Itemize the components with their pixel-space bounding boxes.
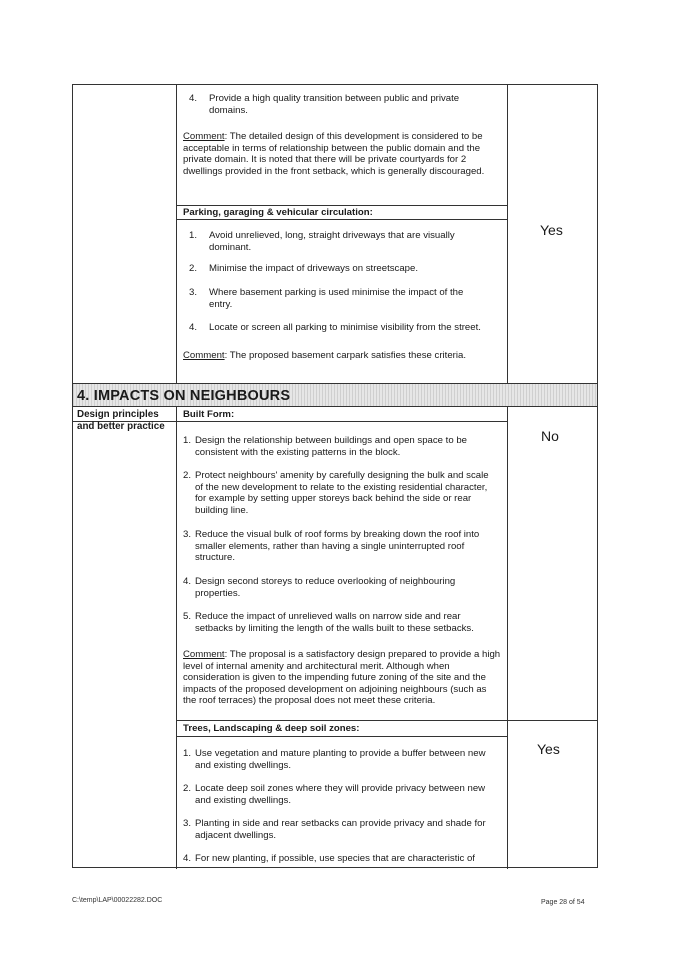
item-number: 4. [183,853,192,864]
parking-heading: Parking, garaging & vehicular circulation: [183,207,373,218]
item-text: Reduce the visual bulk of roof forms by breaking down the roof into smaller elements, rather than having a single uninterrupted roof structure. [195,529,480,563]
item-number: 2. [183,470,192,481]
parking-item-2 [189,263,489,275]
item-number: 1. [189,230,198,241]
item-text: Design second storeys to reduce overlooking of neighbouring properties. [195,576,456,599]
item-text: For new planting, if possible, use species that are characteristic of [195,853,475,864]
item-number: 3. [183,529,192,540]
item-number: 1. [183,748,192,759]
design-principles-label: Design principles and better practice [77,409,165,432]
item-text: Design the relationship between buildings and open space to be consistent with the existing patterns in the block. [195,435,468,458]
built-form-item-2 [183,470,489,516]
column-divider-left-lower [176,407,177,869]
trees-heading: Trees, Landscaping & deep soil zones: [183,723,360,734]
trees-result: Yes [537,741,560,757]
item-text: Minimise the impact of driveways on streetscape. [209,263,419,274]
built-form-item-3 [183,529,499,564]
item-number: 4. [189,93,198,104]
column-divider-right [507,85,508,383]
footer-page-number: Page 28 of 54 [541,899,585,906]
trees-item-1 [183,748,489,771]
trees-item-4 [183,853,505,865]
item-number: 4. [189,322,198,333]
row-divider-trees [176,720,598,721]
item-text: Locate or screen all parking to minimise visibility from the street. [209,322,481,333]
comment-label: Comment [183,131,225,142]
item-number: 3. [189,287,198,298]
trees-heading-underline [176,736,508,737]
item-text: Locate deep soil zones where they will provide privacy between new and existing dwellings. [195,783,486,806]
built-form-comment [183,649,501,707]
parking-comment [183,350,503,362]
top-comment [183,131,501,177]
item-number: 4. [183,576,192,587]
parking-heading-underline [176,219,508,220]
comment-text: : The detailed design of this development is considered to be acceptable in terms of relationship between the public domain and the private domain. It is noted that there will be private courtyards for 2 dwellings provided in the front setback, which is generally discouraged. [183,131,485,177]
item-number: 5. [183,611,192,622]
comment-text: : The proposed basement carpark satisfies these criteria. [224,350,466,361]
item-number: 3. [183,818,192,829]
built-form-item-1 [183,435,489,458]
built-form-item-5 [183,611,499,634]
column-divider-right-lower [507,407,508,869]
parking-result: Yes [540,222,563,238]
section-title: 4. IMPACTS ON NEIGHBOURS [77,388,291,404]
subheader-underline-mid [176,421,508,422]
comment-label: Comment [183,350,225,361]
criteria-table [72,84,598,868]
section-banner [73,383,597,407]
comment-text: : The proposal is a satisfactory design prepared to provide a high level of internal amenity and architectural merit. Although when consideration is given to the impending future zoning of the site and the impacts of the proposed development on adjoining neighbours (such as the roof terraces) the proposal does not meet these criteria. [183,649,501,706]
comment-label: Comment [183,649,225,660]
item-text: Use vegetation and mature planting to provide a buffer between new and existing dwellings. [195,748,486,771]
built-form-result: No [541,428,559,444]
top-item-4 [189,93,489,116]
footer-file-path: C:\temp\LAP\00022282.DOC [72,897,163,904]
item-number: 2. [189,263,198,274]
item-text: Avoid unrelieved, long, straight driveways that are visually dominant. [209,230,455,253]
item-number: 2. [183,783,192,794]
built-form-item-4 [183,576,489,599]
parking-item-4 [189,322,509,334]
parking-item-1 [189,230,489,253]
item-text: Planting in side and rear setbacks can provide privacy and shade for adjacent dwellings. [195,818,486,841]
item-text: Provide a high quality transition between public and private domains. [209,93,460,116]
parking-item-3 [189,287,489,310]
row-divider-parking [176,205,508,206]
trees-item-3 [183,818,489,841]
item-text: Where basement parking is used minimise the impact of the entry. [209,287,464,310]
trees-item-2 [183,783,489,806]
item-number: 1. [183,435,192,446]
item-text: Protect neighbours' amenity by carefully designing the bulk and scale of the new development to relate to the existing residential character, for example by setting upper storeys back behind the side or rear building line. [195,470,489,516]
column-divider-left [176,85,177,383]
built-form-heading: Built Form: [183,409,235,420]
item-text: Reduce the impact of unrelieved walls on narrow side and rear setbacks by limiting the length of the walls built to these setbacks. [195,611,474,634]
